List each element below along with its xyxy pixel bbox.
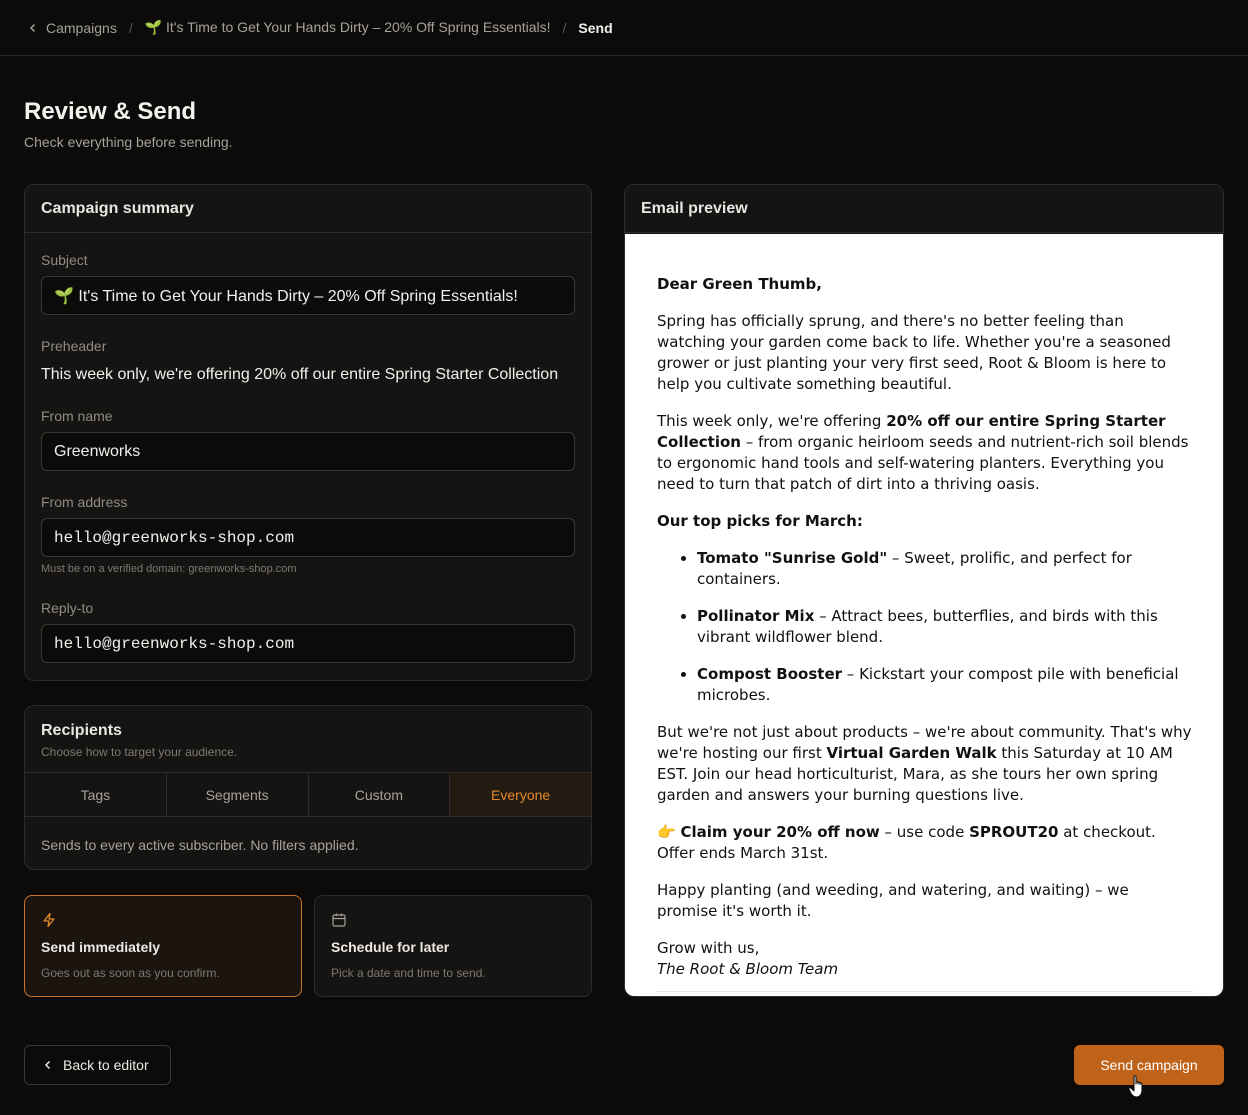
email-paragraph-claim <box>657 822 1193 864</box>
schedule-later-subtitle: Pick a date and time to send. <box>331 966 486 980</box>
back-to-editor-button[interactable] <box>24 1045 171 1085</box>
email-text: But we're not just about products – we're about community. That's why we're hosting our first <box>657 723 1192 762</box>
breadcrumb-campaigns-link[interactable] <box>28 20 117 36</box>
breadcrumb-separator: / <box>128 19 133 36</box>
send-immediately-subtitle: Goes out as soon as you confirm. <box>41 966 220 980</box>
page-title: Review & Send <box>24 98 197 125</box>
from-name-label: From name <box>41 408 113 424</box>
email-bold-text: Virtual Garden Walk <box>826 744 997 762</box>
list-item <box>697 606 1193 648</box>
email-paragraph-closing: Happy planting (and weeding, and watering, and waiting) – we promise it's worth it. <box>657 881 1129 920</box>
breadcrumb-separator: / <box>562 19 567 36</box>
email-divider <box>657 991 1193 992</box>
send-immediately-option[interactable] <box>24 895 302 997</box>
breadcrumb <box>0 0 1248 56</box>
email-paragraph-community <box>657 722 1193 806</box>
email-text: – use code <box>879 823 970 841</box>
list-item <box>697 664 1193 706</box>
promo-code: SPROUT20 <box>969 823 1059 841</box>
page-subtitle: Check everything before sending. <box>24 134 233 150</box>
pick-name: Pollinator Mix <box>697 607 815 625</box>
pick-desc: – Attract bees, butterflies, and birds with this vibrant wildflower blend. <box>697 607 1158 646</box>
recipients-description: Sends to every active subscriber. No filters applied. <box>41 837 359 853</box>
breadcrumb-campaigns-label: Campaigns <box>46 19 117 36</box>
tab-everyone[interactable]: Everyone <box>450 773 591 816</box>
pick-name: Compost Booster <box>697 665 843 683</box>
pick-desc: – Kickstart your compost pile with beneficial microbes. <box>697 665 1179 704</box>
pick-desc: – Sweet, prolific, and perfect for containers. <box>697 549 1132 588</box>
from-address-hint: Must be on a verified domain: greenworks-shop.com <box>41 563 297 575</box>
back-to-editor-label: Back to editor <box>63 1057 149 1073</box>
from-address-field[interactable]: hello@greenworks-shop.com <box>41 518 575 557</box>
breadcrumb-campaign-label: 🌱 It's Time to Get Your Hands Dirty – 20% Off Spring Essentials! <box>144 19 551 35</box>
recipients-card <box>24 705 592 870</box>
email-greeting: Dear Green Thumb, <box>657 275 822 293</box>
subject-label: Subject <box>41 252 88 268</box>
email-text: – from organic heirloom seeds and nutrient-rich soil blends to ergonomic hand tools and self-watering planters. Everything you need to turn that patch of dirt into a thriving oasis. <box>657 433 1189 493</box>
email-signature: The Root & Bloom Team <box>657 960 839 978</box>
email-paragraph-offer <box>657 411 1193 495</box>
subject-field[interactable]: 🌱 It's Time to Get Your Hands Dirty – 20% Off Spring Essentials! <box>41 276 575 315</box>
recipients-tabs <box>25 772 591 817</box>
email-text: This week only, we're offering <box>657 412 887 430</box>
tab-custom[interactable]: Custom <box>309 773 451 816</box>
calendar-icon <box>331 912 347 928</box>
preheader-label: Preheader <box>41 338 107 354</box>
email-bold-text: Claim your 20% off now <box>680 823 880 841</box>
schedule-later-title: Schedule for later <box>331 939 450 955</box>
recipients-subheading: Choose how to target your audience. <box>41 745 238 759</box>
preheader-value: This week only, we're offering 20% off our entire Spring Starter Collection <box>41 366 559 383</box>
schedule-later-option[interactable] <box>314 895 592 997</box>
tab-segments[interactable]: Segments <box>167 773 309 816</box>
email-bold-text: 20% off our entire Spring Starter Collection <box>657 412 1166 451</box>
email-preview-body <box>625 234 1224 997</box>
reply-to-field[interactable]: hello@greenworks-shop.com <box>41 624 575 663</box>
email-signoff: Grow with us, <box>657 939 760 957</box>
chevron-left-icon <box>28 23 38 33</box>
email-paragraph-intro: Spring has officially sprung, and there's no better feeling than watching your garden come back to life. Whether you're a seasoned grower or just planting your very first seed, Root & Bloom is here to help you cultivate something beautiful. <box>657 312 1171 393</box>
breadcrumb-current: Send <box>578 19 613 36</box>
from-name-field[interactable]: Greenworks <box>41 432 575 471</box>
reply-to-label: Reply-to <box>41 600 94 616</box>
hand-cursor-icon <box>1128 1074 1148 1100</box>
send-campaign-button[interactable]: Send campaign <box>1074 1045 1224 1085</box>
send-immediately-title: Send immediately <box>41 939 161 955</box>
email-picks-list <box>697 548 1193 706</box>
breadcrumb-campaign-link[interactable] <box>145 19 551 36</box>
email-preview-card <box>624 184 1224 997</box>
pointing-hand-icon: 👉 <box>657 823 676 841</box>
tab-tags[interactable]: Tags <box>25 773 167 816</box>
email-text: at checkout. Offer ends March 31st. <box>657 823 1156 862</box>
campaign-summary-card <box>24 184 592 681</box>
lightning-icon <box>41 912 57 928</box>
email-picks-heading: Our top picks for March: <box>657 512 863 530</box>
chevron-left-icon <box>43 1060 53 1070</box>
email-preview-heading: Email preview <box>625 185 1223 233</box>
recipients-heading: Recipients <box>41 722 122 739</box>
pick-name: Tomato "Sunrise Gold" <box>697 549 888 567</box>
from-address-label: From address <box>41 494 128 510</box>
list-item <box>697 548 1193 590</box>
campaign-summary-heading: Campaign summary <box>25 185 591 233</box>
email-text: this Saturday at 10 AM EST. Join our head horticulturist, Mara, as she tours her own spring garden and answers your burning questions live. <box>657 744 1173 804</box>
